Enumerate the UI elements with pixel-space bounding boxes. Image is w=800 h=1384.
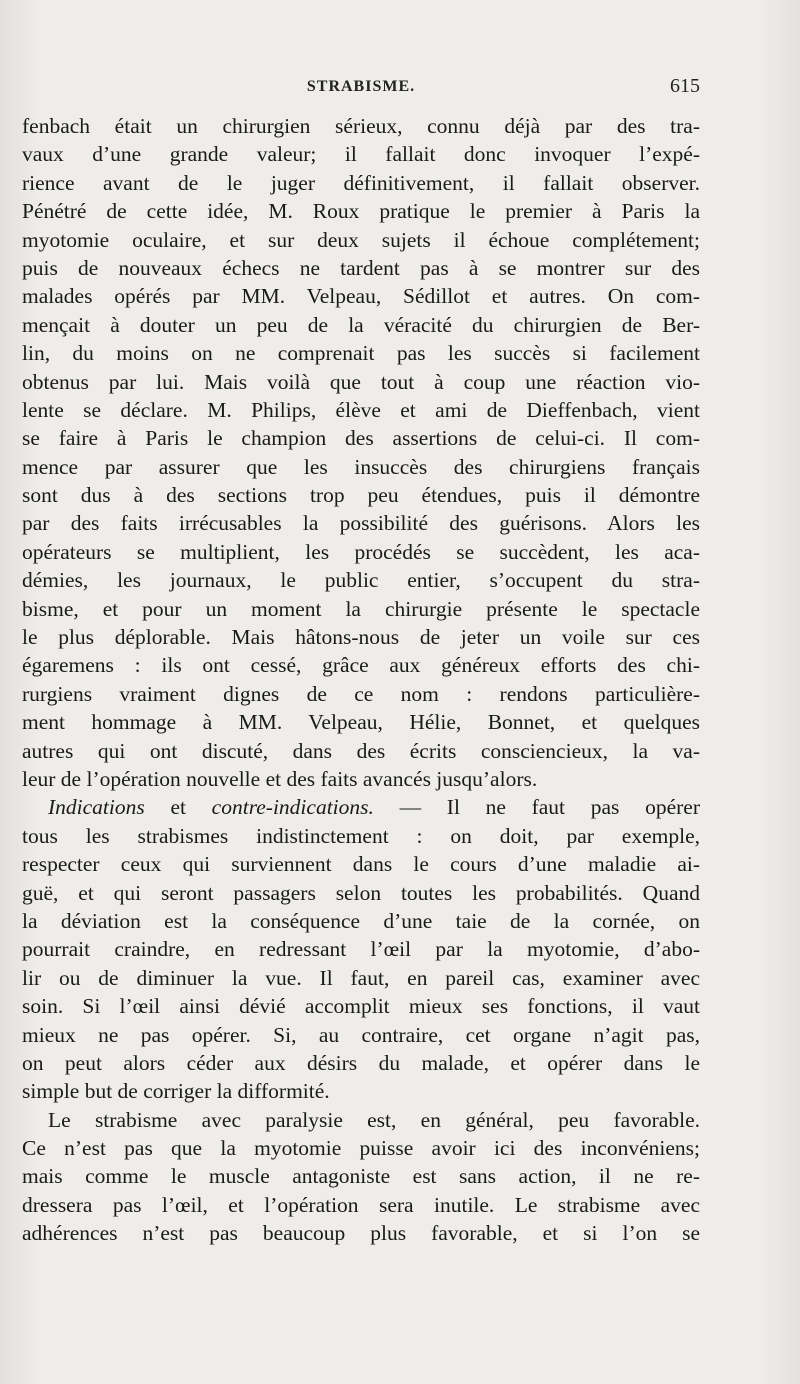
text-line: respecter ceux qui surviennent dans le cours d’une maladie ai- [22, 852, 700, 877]
section-heading-indications: Indications [48, 795, 145, 820]
text-line: myotomie oculaire, et sur deux sujets il échoue complétement; [22, 227, 700, 252]
text-line: mieux ne pas opérer. Si, au contraire, cet organe n’agit pas, [22, 1022, 700, 1047]
text-line: lin, du moins on ne comprenait pas les succès si facilement [22, 341, 700, 366]
page-header [22, 75, 700, 108]
text-line: ment hommage à MM. Velpeau, Hélie, Bonnet, et quelques [22, 710, 700, 735]
text-line: adhérences n’est pas beaucoup plus favorable, et si l’on se [22, 1221, 700, 1246]
text-line: mençait à douter un peu de la véracité du chirurgien de Ber- [22, 312, 700, 337]
text-line: lente se déclare. M. Philips, élève et ami de Dieffenbach, vient [22, 397, 700, 422]
text-line: soin. Si l’œil ainsi dévié accomplit mieux ses fonctions, il vaut [22, 994, 700, 1019]
text-line: leur de l’opération nouvelle et des faits avancés jusqu’alors. [22, 766, 538, 791]
section-heading-line [22, 793, 700, 821]
text-line: guë, et qui seront passagers selon toutes les probabilités. Quand [22, 880, 700, 905]
text-line: bisme, et pour un moment la chirurgie présente le spectacle [22, 596, 700, 621]
text-line: sont dus à des sections trop peu étendues, puis il démontre [22, 483, 700, 508]
text-line: pourrait craindre, en redressant l’œil par la myotomie, d’abo- [22, 937, 700, 962]
text-line: lir ou de diminuer la vue. Il faut, en pareil cas, examiner avec [22, 965, 700, 990]
text-line: simple but de corriger la difformité. [22, 1079, 330, 1104]
text-line: démies, les journaux, le public entier, s’occupent du stra- [22, 568, 700, 593]
heading-line-rest: — Il ne faut pas opérer [373, 795, 700, 820]
text-line: mais comme le muscle antagoniste est sans action, il ne re- [22, 1164, 700, 1189]
text-line: Ce n’est pas que la myotomie puisse avoir ici des inconvéniens; [22, 1136, 700, 1161]
text-line: dressera pas l’œil, et l’opération sera inutile. Le strabisme avec [22, 1192, 700, 1217]
text-line: fenbach était un chirurgien sérieux, connu déjà par des tra- [22, 114, 700, 138]
text-line: autres qui ont discuté, dans des écrits consciencieux, la va- [22, 738, 700, 763]
text-line: le plus déplorable. Mais hâtons-nous de jeter un voile sur ces [22, 625, 700, 650]
text-line: rurgiens vraiment dignes de ce nom : rendons particulière- [22, 681, 700, 706]
text-line: on peut alors céder aux désirs du malade, et opérer dans le [22, 1050, 700, 1075]
text-line: la déviation est la conséquence d’une taie de la cornée, on [22, 908, 700, 933]
heading-connector: et [144, 795, 212, 820]
text-line: Pénétré de cette idée, M. Roux pratique le premier à Paris la [22, 199, 700, 224]
text-line: opérateurs se multiplient, les procédés se succèdent, les aca- [22, 539, 700, 564]
text-line: Le strabisme avec paralysie est, en général, peu favorable. [48, 1107, 700, 1132]
text-line: par des faits irrécusables la possibilité des guérisons. Alors les [22, 511, 700, 536]
running-title: STRABISME. [306, 78, 416, 95]
text-line: puis de nouveaux échecs ne tardent pas à se montrer sur des [22, 255, 700, 280]
text-line: égaremens : ils ont cessé, grâce aux généreux efforts des chi- [22, 653, 700, 678]
text-line: vaux d’une grande valeur; il fallait donc invoquer l’expé- [22, 142, 700, 167]
text-line: obtenus par lui. Mais voilà que tout à coup une réaction vio- [22, 369, 700, 394]
section-heading-contre-indications: contre-indications. [211, 795, 374, 820]
text-line: malades opérés par MM. Velpeau, Sédillot et autres. On com- [22, 284, 700, 309]
text-line: rience avant de le juger définitivement, il fallait observer. [22, 170, 700, 195]
text-line: mence par assurer que les insuccès des chirurgiens français [22, 454, 700, 479]
text-line: tous les strabismes indistinctement : on doit, par exemple, [22, 823, 700, 848]
page-number: 615 [670, 75, 700, 97]
body-text [22, 112, 700, 1248]
text-line: se faire à Paris le champion des assertions de celui-ci. Il com- [22, 426, 700, 451]
